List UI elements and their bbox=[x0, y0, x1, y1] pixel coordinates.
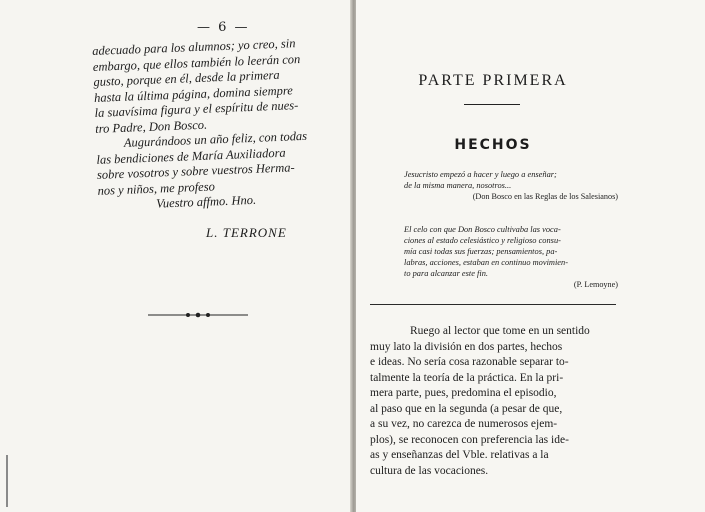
body-line: al paso que en la segunda (a pesar de que, bbox=[370, 402, 563, 415]
body-line: cultura de las vocaciones. bbox=[370, 464, 489, 477]
letter-line: nos y niños, me profeso bbox=[97, 178, 216, 198]
epigraph-source: (Don Bosco en las Reglas de los Salesianos) bbox=[472, 192, 618, 201]
section-rule bbox=[370, 304, 616, 305]
epigraph-line: de la misma manera, nosotros... bbox=[404, 181, 512, 190]
ornament-divider bbox=[148, 312, 248, 318]
letter-line: las bendiciones de María Auxiliadora bbox=[96, 145, 286, 167]
letter-closing: Vuestro affmo. Hno. bbox=[155, 192, 257, 211]
body-line: muy lato la división en dos partes, hechos bbox=[370, 340, 563, 353]
epigraph-source: (P. Lemoyne) bbox=[573, 280, 618, 289]
letter-text bbox=[92, 34, 348, 214]
letter-line: gusto, porque en él, desde la primera bbox=[93, 67, 280, 89]
letter-line: tro Padre, Don Bosco. bbox=[94, 117, 208, 136]
part-title: PARTE PRIMERA bbox=[418, 72, 568, 89]
left-page bbox=[0, 0, 352, 512]
letter-line: sobre vosotros y sobre vuestros Herma- bbox=[96, 160, 295, 182]
section-title: HECHOS bbox=[454, 137, 532, 153]
body-line: as y enseñanzas del Vble. relativas a la bbox=[370, 449, 549, 461]
body-line: e ideas. No sería cosa razonable separar to- bbox=[370, 356, 569, 368]
body-line: mera parte, pues, predomina el episodio, bbox=[370, 387, 557, 399]
title-rule bbox=[464, 104, 520, 105]
page-edge-mark bbox=[6, 455, 8, 507]
epigraph-line: ciones al estado celesiástico y religioso consu- bbox=[404, 236, 561, 245]
epigraph-line: Jesucristo empezó a hacer y luego a enseñar; bbox=[404, 170, 557, 179]
signature: L. TERRONE bbox=[206, 225, 287, 240]
body-line: talmente la teoría de la práctica. En la pri- bbox=[370, 371, 564, 384]
epigraph-line: mía casi todas sus fuerzas; pensamientos, pa- bbox=[404, 247, 558, 256]
letter-line: la suavísima figura y el espíritu de nues- bbox=[94, 98, 299, 120]
epigraph-line: labras, acciones, estaban en continuo movimien- bbox=[404, 258, 568, 267]
epigraph-2 bbox=[404, 224, 618, 290]
letter-line: Augurándoos un año feliz, con todas bbox=[123, 128, 308, 150]
epigraph-1 bbox=[404, 169, 618, 202]
letter-line: adecuado para los alumnos; yo creo, sin bbox=[92, 36, 296, 58]
body-text bbox=[370, 324, 618, 479]
epigraph-line: to para alcanzar este fin. bbox=[404, 269, 488, 278]
letter-line: embargo, que ellos también lo leerán con bbox=[92, 51, 301, 74]
body-line: a su vez, no carezca de numerosos ejem- bbox=[370, 418, 558, 430]
letter-line: hasta la última página, domina siempre bbox=[93, 82, 294, 105]
epigraph-line: El celo con que Don Bosco cultivaba las voca- bbox=[404, 225, 561, 234]
body-line: plos), se reconocen con preferencia las ide- bbox=[370, 433, 569, 446]
page-number: — 6 — bbox=[197, 20, 250, 35]
body-line: Ruego al lector que tome en un sentido bbox=[410, 325, 590, 337]
